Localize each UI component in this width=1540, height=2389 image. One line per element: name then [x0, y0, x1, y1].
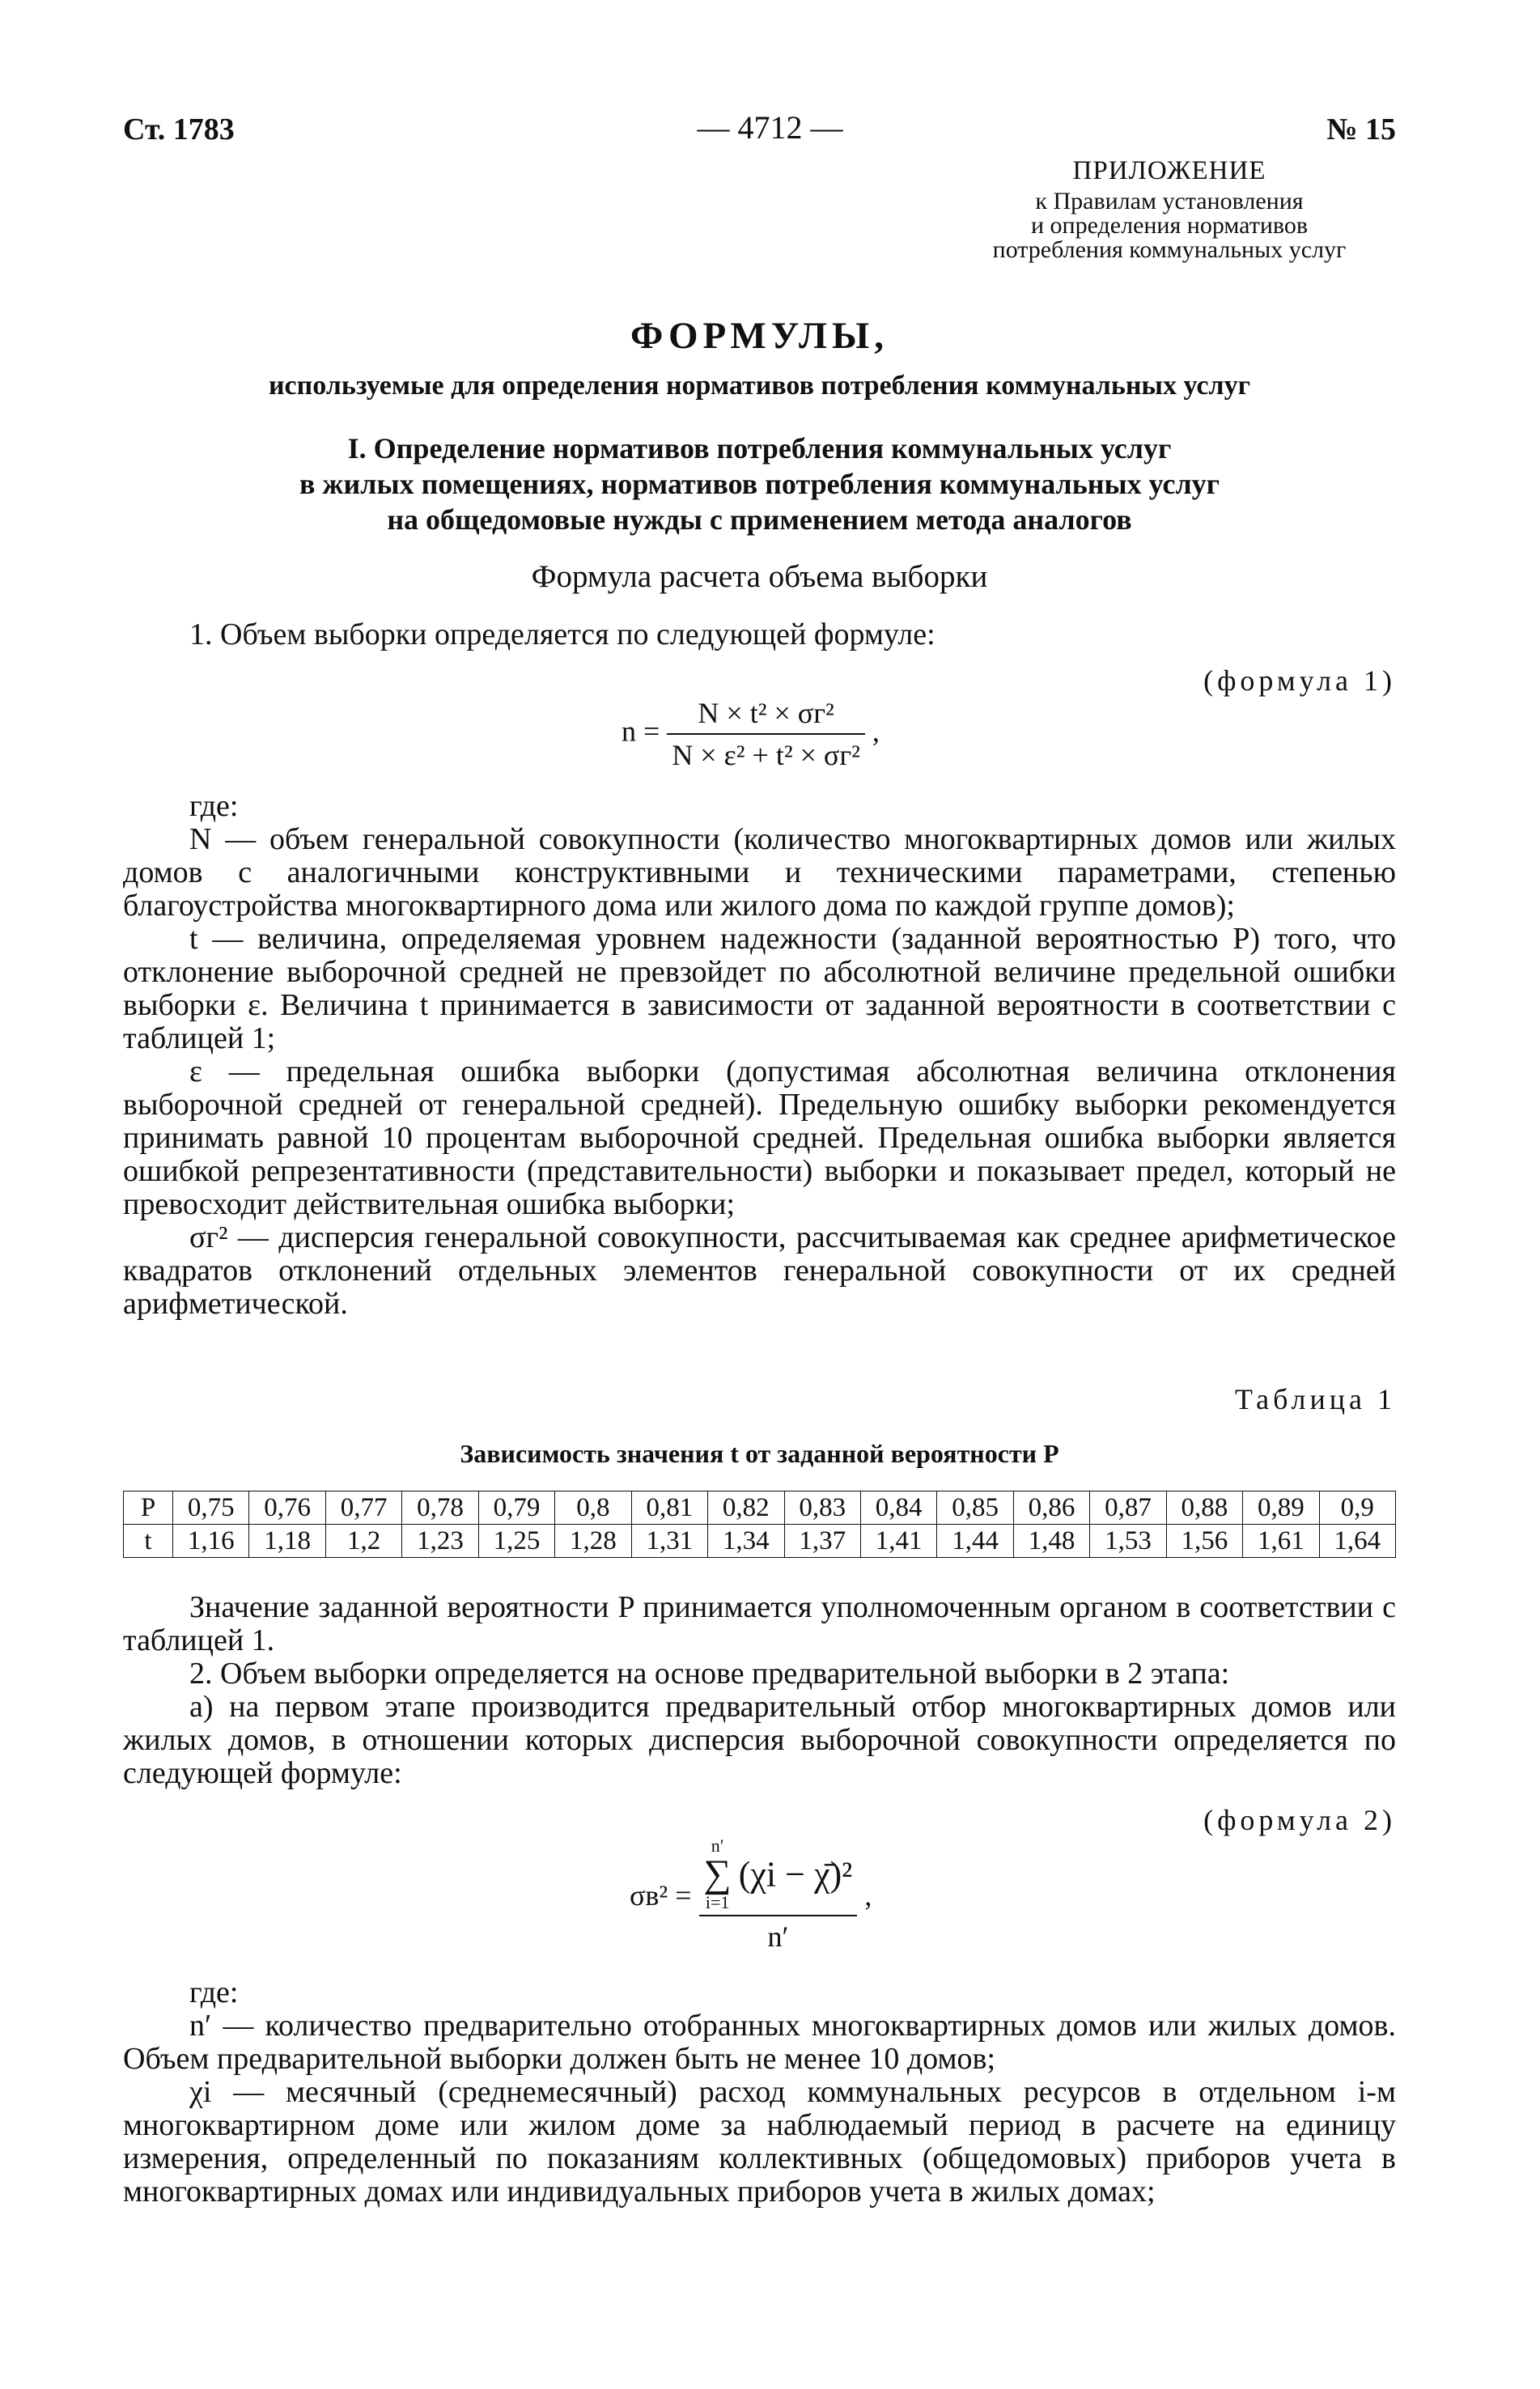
table-row-t [124, 1525, 1396, 1558]
table-cell: 1,28 [555, 1525, 631, 1558]
table-cell: 1,23 [402, 1525, 478, 1558]
table-cell: 1,44 [937, 1525, 1013, 1558]
table-cell: 0,9 [1319, 1492, 1395, 1525]
page-article-number: Ст. 1783 [123, 112, 235, 146]
definition-n-prime: n′ — количество предварительно отобранных многоквартирных домов или жилых домов. Объем предварительной выборки должен быть не менее 10 домов; [123, 2009, 1396, 2076]
paragraph-text: а) на первом этапе производится предварительный отбор многоквартирных домов или жилых домов, в отношении которых дисперсия выборочной совокупности определяется по следующей формуле: [123, 1690, 1396, 1790]
definition-sigma: σг² — дисперсия генеральной совокупности, рассчитываемая как среднее арифметическое квадратов отклонений отдельных элементов генеральной совокупности от их средней арифметической. [123, 1220, 1396, 1321]
table-cell: 1,16 [173, 1525, 249, 1558]
paragraph-text: 2. Объем выборки определяется на основе предварительной выборки в 2 этапа: [189, 1657, 1230, 1691]
section-heading-line: в жилых помещениях, нормативов потребления коммунальных услуг [299, 468, 1220, 500]
table-cell: 1,18 [249, 1525, 325, 1558]
document-title: ФОРМУЛЫ, [630, 315, 889, 357]
appendix-line: к Правилам установления [1035, 188, 1304, 214]
table-cell: 0,77 [325, 1492, 401, 1525]
row-header: P [124, 1492, 173, 1525]
formula-tag: (формула 1) [1203, 664, 1396, 697]
table-cell: 0,89 [1243, 1492, 1319, 1525]
table-cell: 0,75 [173, 1492, 249, 1525]
appendix-title: ПРИЛОЖЕНИЕ [1072, 156, 1266, 185]
table-cell: 1,48 [1013, 1525, 1089, 1558]
table-cell: 0,88 [1166, 1492, 1242, 1525]
section-heading [123, 431, 1396, 537]
definitions-block [123, 1976, 1396, 2209]
definition-epsilon: ε — предельная ошибка выборки (допустимая абсолютная величина отклонения выборочной средней от генеральной средней). Предельную ошибку выборки рекомендуется принимать равной 10 процентам выборочной средней. Предельная ошибка выборки является ошибкой репрезентативности (представительности) выборки и показывает предел, который не превосходит действительная ошибка выборки; [123, 1054, 1396, 1221]
formula-lhs: n = [622, 715, 660, 748]
formula-denominator: n′ [767, 1920, 789, 1953]
probability-table [123, 1491, 1396, 1558]
table-cell: 1,34 [708, 1525, 784, 1558]
document-subtitle: используемые для определения нормативов потребления коммунальных услуг [268, 371, 1251, 401]
table-cell: 0,78 [402, 1492, 478, 1525]
summation [704, 1837, 732, 1912]
table-cell: 1,53 [1090, 1525, 1166, 1558]
sigma-icon: ∑ [703, 1852, 732, 1895]
table-cell: 0,85 [937, 1492, 1013, 1525]
table-cell: 1,56 [1166, 1525, 1242, 1558]
formula-numerator [699, 1837, 858, 1916]
issue-number: № 15 [1326, 112, 1396, 146]
table-cell: 0,81 [631, 1492, 707, 1525]
table-tag: Таблица 1 [1235, 1383, 1396, 1415]
section-heading-line: I. Определение нормативов потребления коммунальных услуг [347, 432, 1172, 465]
row-header: t [124, 1525, 173, 1558]
table-cell: 0,87 [1090, 1492, 1166, 1525]
appendix-block [943, 156, 1396, 263]
table-cell: 1,61 [1243, 1525, 1319, 1558]
table-cell: 1,64 [1319, 1525, 1395, 1558]
formula-2 [630, 1837, 872, 1954]
table-cell: 0,84 [860, 1492, 936, 1525]
table-cell: 0,8 [555, 1492, 631, 1525]
sum-lower-limit: i=1 [705, 1892, 730, 1912]
where-label: где: [189, 789, 239, 823]
formula-denominator: N × ε² + t² × σг² [672, 739, 860, 771]
paragraph-text: Значение заданной вероятности P принимается уполномоченным органом в соответствии с таблицей 1. [123, 1590, 1396, 1657]
formula-fraction [667, 696, 865, 772]
formula-tag: (формула 2) [1203, 1804, 1396, 1836]
formula-numerator: N × t² × σг² [667, 696, 865, 735]
page-number: — 4712 — [697, 109, 843, 146]
table-cell: 0,79 [478, 1492, 554, 1525]
definitions-block [123, 790, 1396, 1321]
table-cell: 0,83 [784, 1492, 860, 1525]
sum-body: (χi − χ̄)² [738, 1854, 853, 1895]
formula-heading: Формула расчета объема выборки [531, 559, 988, 594]
table-cell: 1,25 [478, 1525, 554, 1558]
table-cell: 1,2 [325, 1525, 401, 1558]
table-cell: 1,37 [784, 1525, 860, 1558]
appendix-line: потребления коммунальных услуг [992, 236, 1347, 263]
formula-fraction [699, 1837, 858, 1954]
table-row-p [124, 1492, 1396, 1525]
paragraph-text: 1. Объем выборки определяется по следующей формуле: [189, 617, 935, 651]
where-label: где: [189, 1975, 239, 2009]
table-cell: 0,76 [249, 1492, 325, 1525]
paragraph [123, 618, 1396, 651]
definition-chi: χi — месячный (среднемесячный) расход коммунальных ресурсов в отдельном i-м многоквартирном доме или жилом доме за наблюдаемый период в расчете на единицу измерения, определенный по показаниям коллективных (общедомовых) приборов учета в многоквартирных домах или индивидуальных приборов учета в жилых домах; [123, 2075, 1396, 2209]
table-cell: 1,31 [631, 1525, 707, 1558]
formula-1 [622, 696, 880, 772]
formula-trail: , [872, 715, 880, 748]
section-heading-line: на общедомовые нужды с применением метода аналогов [387, 503, 1132, 536]
table-cell: 1,41 [860, 1525, 936, 1558]
formula-trail: , [864, 1879, 872, 1912]
sum-upper-limit: n′ [711, 1835, 724, 1856]
table-cell: 0,86 [1013, 1492, 1089, 1525]
definition-N: N — объем генеральной совокупности (количество многоквартирных домов или жилых домов с аналогичными конструктивными и техническими параметрами, степенью благоустройства многоквартирного дома или жилого дома по каждой группе домов); [123, 822, 1396, 923]
table-cell: 0,82 [708, 1492, 784, 1525]
formula-lhs: σв² = [630, 1879, 692, 1912]
table-caption: Зависимость значения t от заданной вероятности P [460, 1439, 1059, 1468]
appendix-line: и определения нормативов [1030, 212, 1308, 239]
definition-t: t — величина, определяемая уровнем надежности (заданной вероятностью P) того, что отклонение выборочной средней не превзойдет по абсолютной величине предельной ошибки выборки ε. Величина t принимается в зависимости от заданной вероятности в соответствии с таблицей 1; [123, 922, 1396, 1055]
text-block [123, 1591, 1396, 1790]
